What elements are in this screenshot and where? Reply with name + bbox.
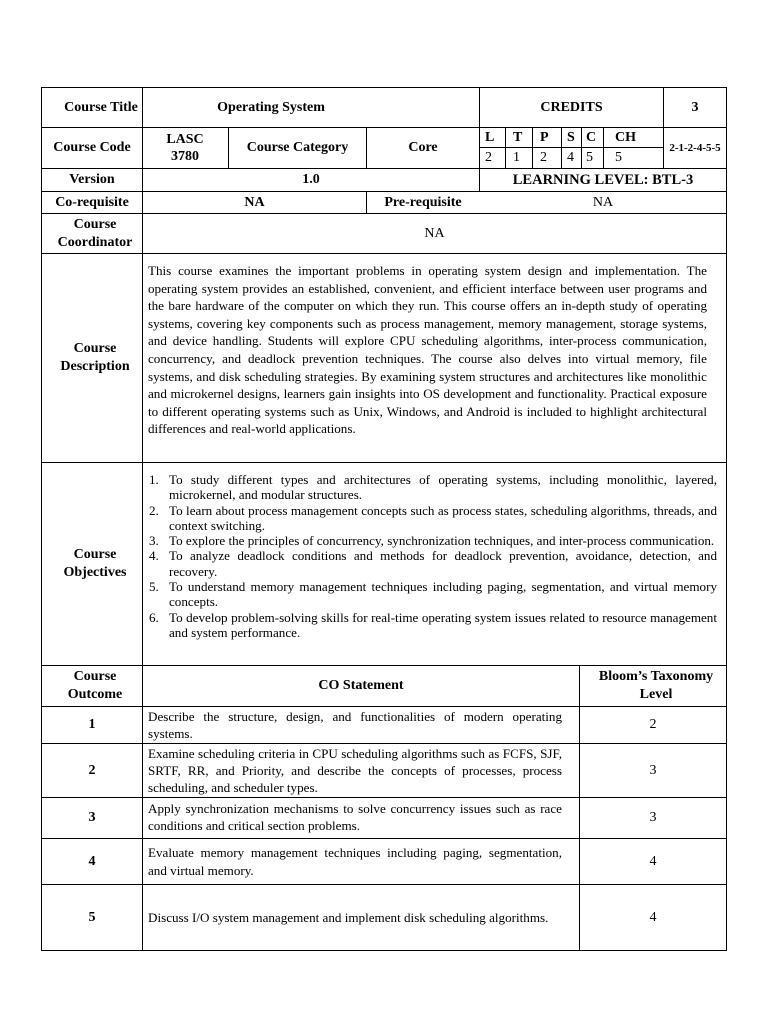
ltpsc-value-l: 2 — [485, 150, 492, 165]
objectives-list — [149, 472, 717, 640]
coordinator-label: Course Coordinator — [57, 216, 133, 250]
ltpsc-value-p: 2 — [540, 150, 547, 165]
objective-text: To develop problem-solving skills for real-time operating system issues related to resource management and system performance. — [169, 609, 717, 640]
outcome-number: 1 — [88, 717, 96, 732]
learning-level: LEARNING LEVEL: BTL-3 — [512, 172, 694, 188]
course-code-value: LASC 3780 — [166, 132, 204, 164]
prerequisite-label: Pre-requisite — [384, 194, 462, 210]
credits-label: CREDITS — [540, 99, 603, 115]
bloom-column-header: Bloom’s Taxonomy Level — [598, 669, 714, 702]
corequisite-value: NA — [244, 194, 265, 210]
ltpsc-header-c: C — [586, 129, 597, 145]
objective-text: To study different types and architectures of operating systems, including monolithic, layered, microkernel, and modular structures. — [169, 472, 717, 503]
outcome-statement: Discuss I/O system management and implement disk scheduling algorithms. — [148, 909, 549, 925]
outcome-column-header: Course Outcome — [67, 669, 123, 702]
list-item: 1. To study different types and architectures of operating systems, including monolithic, layered, microkernel, and modular structures. — [149, 472, 717, 503]
description-label: Course Description — [60, 341, 130, 374]
course-category-label: Course Category — [246, 140, 349, 155]
objective-text: To analyze deadlock conditions and methods for deadlock prevention, avoidance, detection, and recovery. — [169, 548, 717, 579]
course-code-label: Course Code — [53, 140, 131, 155]
outcome-statement: Evaluate memory management techniques including paging, segmentation, and virtual memory. — [148, 845, 562, 878]
list-item: 2. To learn about process management concepts such as process states, scheduling algorithms, threads, and context switching. — [149, 502, 717, 533]
ltpsc-header-p: P — [540, 129, 549, 145]
ltpsc-summary: 2-1-2-4-5-5 — [669, 142, 721, 154]
table-rule — [41, 950, 727, 951]
list-item: 5. To understand memory management techniques including paging, segmentation, and virtual memory concepts. — [149, 579, 717, 610]
ltpsc-header-ch: CH — [615, 129, 636, 145]
corequisite-label: Co-requisite — [55, 194, 129, 210]
version-label: Version — [69, 172, 115, 187]
outcome-statement: Apply synchronization mechanisms to solve concurrency issues such as race conditions and critical section problems. — [148, 800, 562, 833]
version-value: 1.0 — [302, 172, 320, 187]
course-category-value: Core — [408, 140, 438, 155]
objective-text: To understand memory management techniques including paging, segmentation, and virtual memory concepts. — [169, 579, 717, 610]
table-rule — [726, 87, 727, 951]
ltpsc-header-l: L — [485, 129, 495, 145]
course-title-value: Operating System — [217, 99, 325, 115]
outcome-number: 2 — [88, 762, 96, 778]
outcome-bloom-level: 4 — [649, 853, 657, 869]
outcome-number: 3 — [88, 810, 96, 825]
list-item: 4. To analyze deadlock conditions and methods for deadlock prevention, avoidance, detection, and recovery. — [149, 548, 717, 579]
outcome-statement: Examine scheduling criteria in CPU scheduling algorithms such as FCFS, SJF, SRTF, RR, and Priority, and describe the concepts of processes, process scheduling, and scheduler types. — [148, 745, 562, 796]
coordinator-value: NA — [424, 225, 445, 241]
list-item: 6. To develop problem-solving skills for real-time operating system issues related to resource management and system performance. — [149, 609, 717, 640]
outcome-number: 5 — [88, 909, 96, 925]
statement-column-header: CO Statement — [318, 678, 404, 693]
outcome-bloom-level: 2 — [649, 717, 657, 732]
ltpsc-value-s: 4 — [567, 150, 574, 165]
course-description-text: This course examines the important problems in operating system design and implementation. The operating system provides an established, convenient, and efficient interface between user programs and the bare hardware of the computer on which they run. This course offers an in-depth study of operating systems, covering key components such as process management, memory management, storage systems, and device handling. Students will explore CPU scheduling algorithms, inter-process communication, concurrency, and deadlock prevention techniques. The course also delves into virtual memory, file systems, and disk scheduling strategies. By examining system structures and architectures like monolithic and microkernel designs, learners gain insights into OS development and functionality. Practical exposure to different operating systems such as Unix, Windows, and Android is included to highlight architectural differences and real-world applications. — [148, 263, 707, 437]
ltpsc-value-t: 1 — [513, 150, 520, 165]
outcome-number: 4 — [88, 853, 96, 869]
outcome-bloom-level: 3 — [649, 762, 657, 778]
outcome-bloom-level: 4 — [649, 909, 657, 925]
ltpsc-value-ch: 5 — [615, 150, 622, 165]
ltpsc-header-t: T — [513, 129, 523, 145]
prerequisite-value: NA — [592, 194, 614, 210]
outcome-bloom-level: 3 — [649, 810, 657, 825]
objective-text: To explore the principles of concurrency, synchronization techniques, and inter-process communication. — [169, 533, 715, 549]
objectives-label: Course Objectives — [63, 547, 127, 580]
credits-value: 3 — [691, 99, 699, 115]
course-title-label: Course Title — [64, 99, 138, 115]
ltpsc-header-s: S — [567, 129, 575, 145]
ltpsc-value-c: 5 — [586, 150, 593, 165]
list-item: 3. To explore the principles of concurrency, synchronization techniques, and inter-process communication. — [149, 533, 715, 549]
outcome-statement: Describe the structure, design, and functionalities of modern operating systems. — [148, 708, 562, 741]
objective-text: To learn about process management concepts such as process states, scheduling algorithms, threads, and context switching. — [169, 502, 717, 533]
